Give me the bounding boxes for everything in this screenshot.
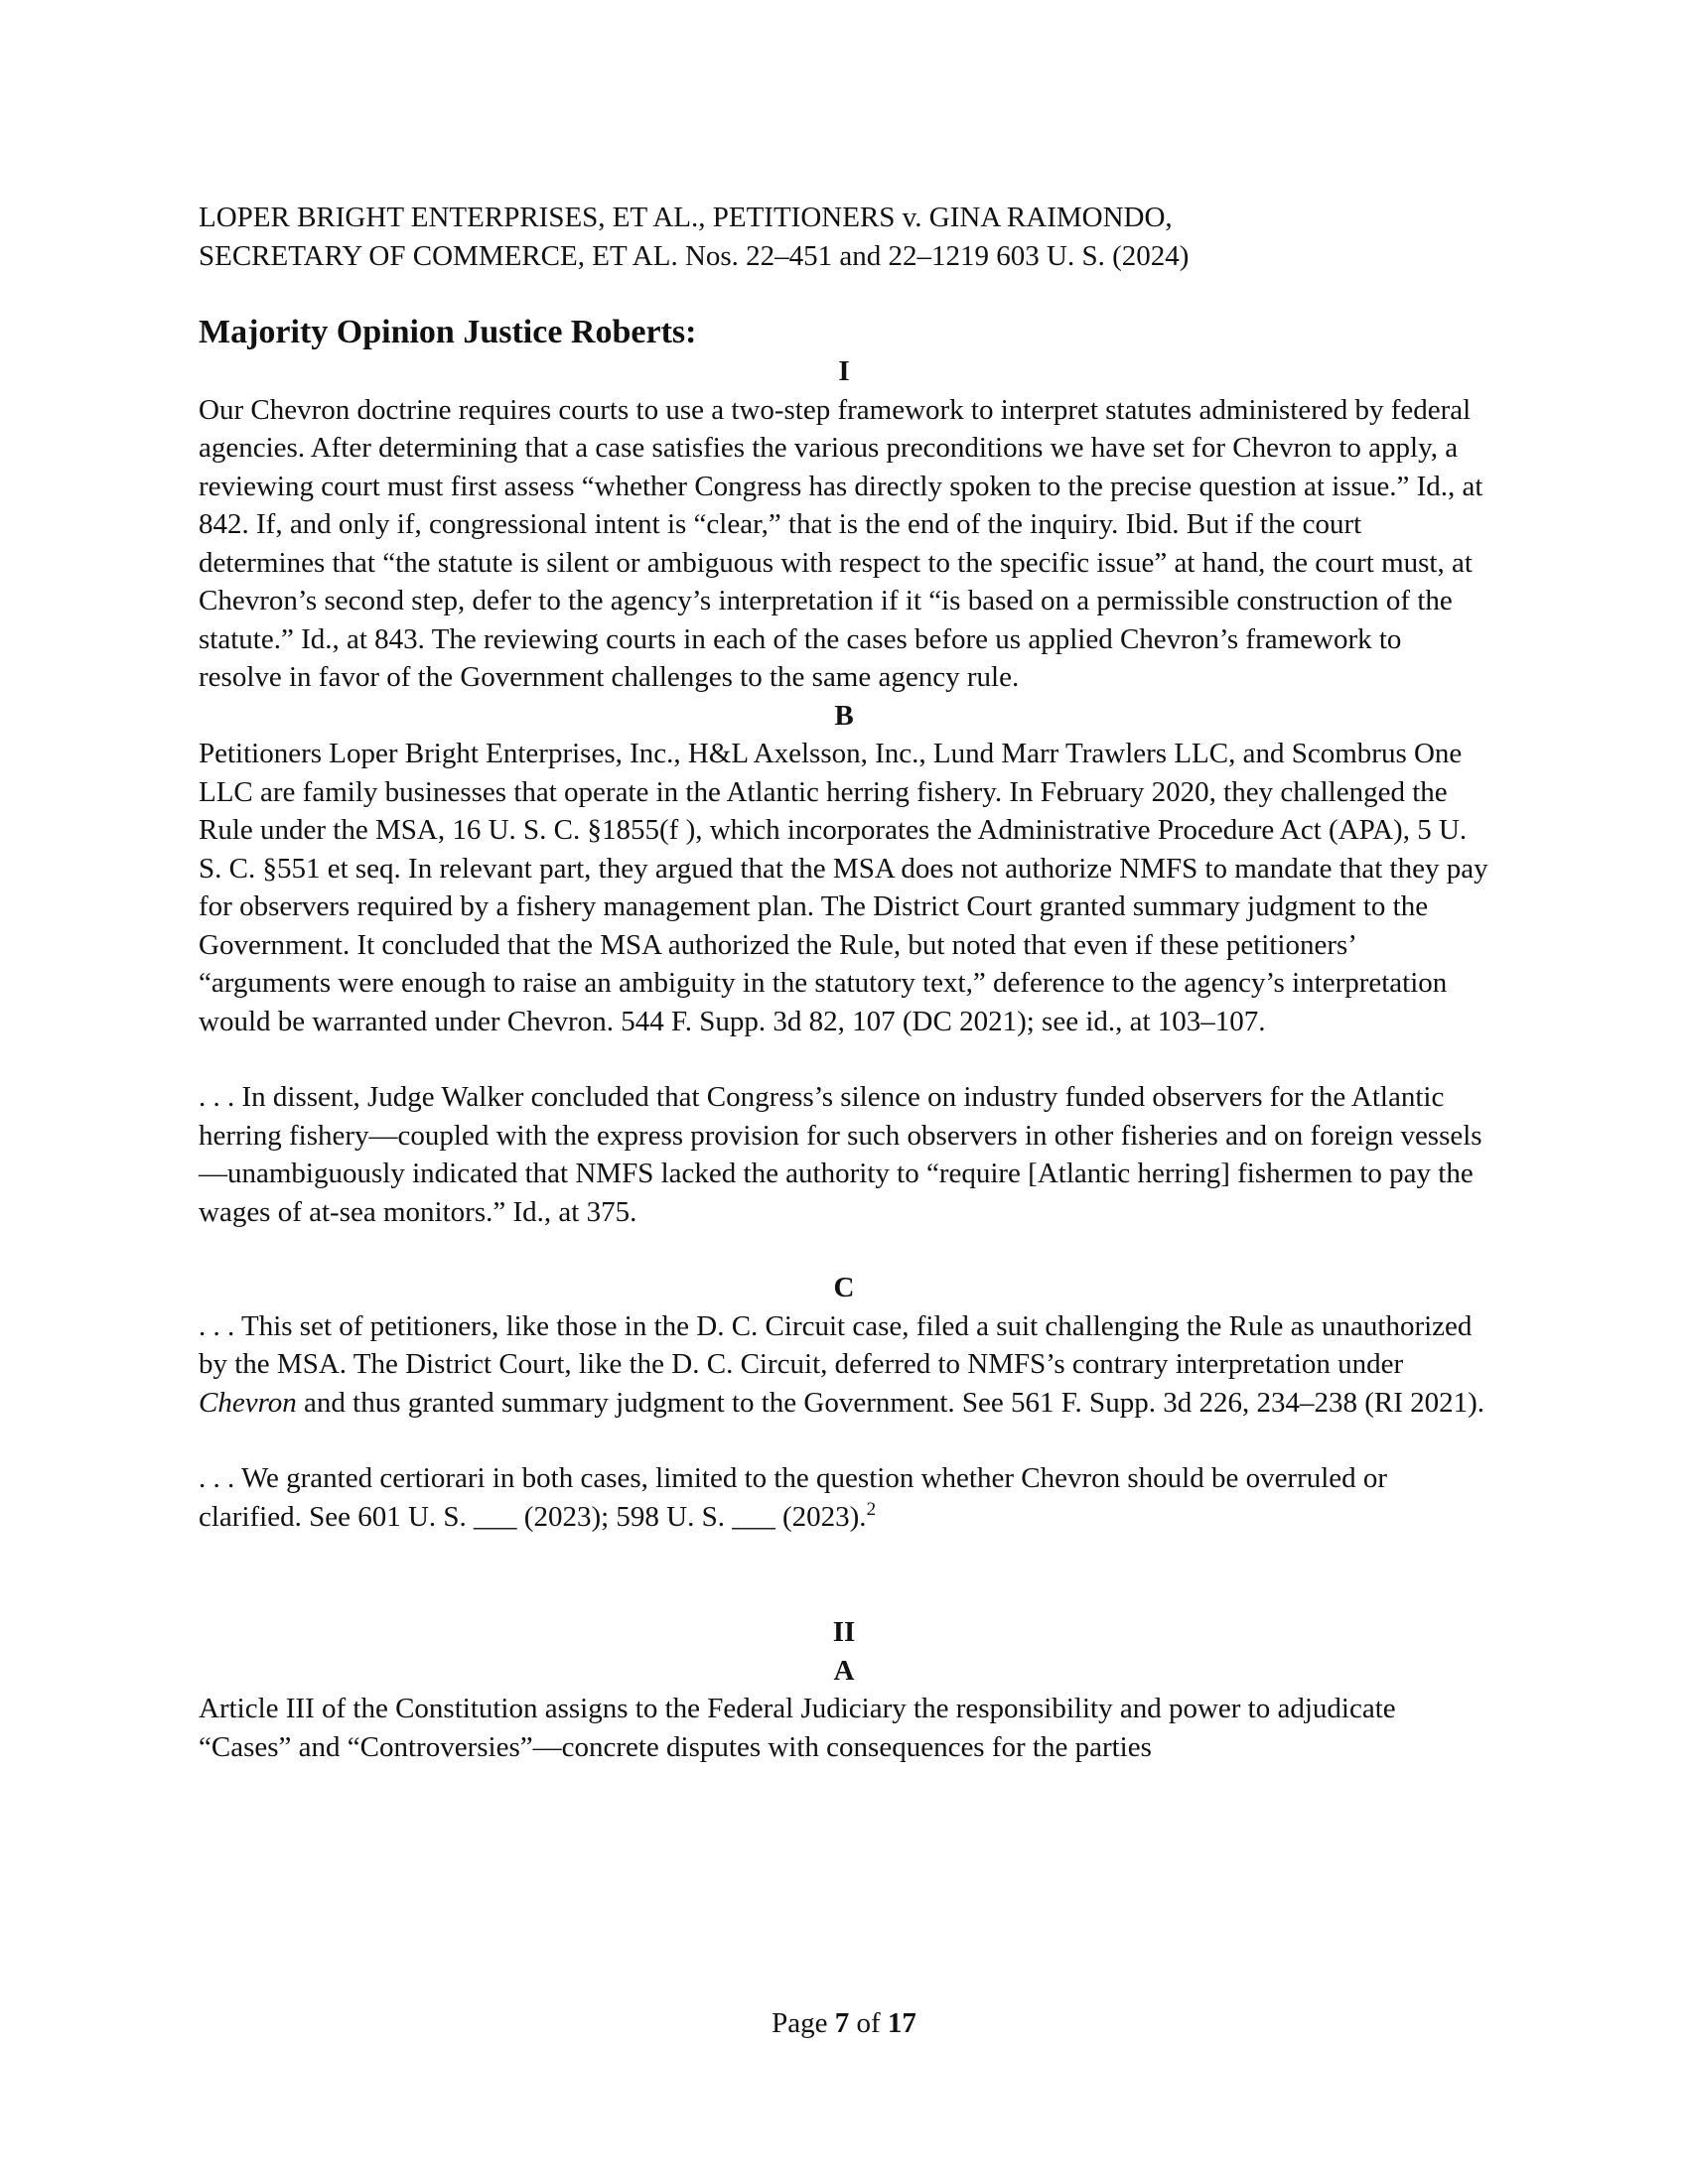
paragraph-certiorari-text: . . . We granted certiorari in both cases, limited to the question whether Chevron should be overruled or clarified. See 601 U. S. ___ (2023); 598 U. S. ___ (2023). xyxy=(199,1462,1388,1533)
case-title-line-1: LOPER BRIGHT ENTERPRISES, ET AL., PETITIONERS v. GINA RAIMONDO, xyxy=(199,202,1173,233)
section-heading-II: II xyxy=(832,1616,856,1648)
page-current: 7 xyxy=(834,2007,850,2039)
page-total: 17 xyxy=(887,2007,916,2039)
paragraph-certiorari xyxy=(199,1459,1489,1536)
paragraph-dissent: . . . In dissent, Judge Walker concluded that Congress’s silence on industry funded observers for the Atlantic herring fishery—coupled with the express provision for such observers in other fisheries and on foreign vessels—unambiguously indicated that NMFS lacked the authority to “require [Atlantic herring] fishermen to pay the wages of at-sea monitors.” Id., at 375. xyxy=(199,1081,1482,1228)
opinion-heading: Majority Opinion Justice Roberts: xyxy=(199,314,697,350)
paragraph-district-court-text-2: and thus granted summary judgment to the Government. See 561 F. Supp. 3d 226, 234–238 (RI 2021). xyxy=(296,1386,1485,1419)
page-label: Page xyxy=(772,2007,835,2039)
paragraph-petitioners: Petitioners Loper Bright Enterprises, Inc., H&L Axelsson, Inc., Lund Marr Trawlers LLC, and Scombrus One LLC are family businesses that operate in the Atlantic herring fishery. In February 2020, they challenged the Rule under the MSA, 16 U. S. C. §1855(f ), which incorporates the Administrative Procedure Act (APA), 5 U. S. C. §551 et seq. In relevant part, they argued that the MSA does not authorize NMFS to mandate that they pay for observers required by a fishery management plan. The District Court granted summary judgment to the Government. It concluded that the MSA authorized the Rule, but noted that even if these petitioners’ “arguments were enough to raise an ambiguity in the statutory text,” deference to the agency’s interpretation would be warranted under Chevron. 544 F. Supp. 3d 82, 107 (DC 2021); see id., at 103–107. xyxy=(199,738,1488,1037)
section-heading-A: A xyxy=(833,1654,855,1687)
paragraph-chevron-doctrine: Our Chevron doctrine requires courts to use a two-step framework to interpret statutes administered by federal agencies. After determining that a case satisfies the various preconditions we have set for Chevron to apply, a reviewing court must first assess “whether Congress has directly spoken to the precise question at issue.” Id., at 842. If, and only if, congressional intent is “clear,” that is the end of the inquiry. Ibid. But if the court determines that “the statute is silent or ambiguous with respect to the specific issue” at hand, the court must, at Chevron’s second step, defer to the agency’s interpretation if it “is based on a permissible construction of the statute.” Id., at 843. The reviewing courts in each of the cases before us applied Chevron’s framework to resolve in favor of the Government challenges to the same agency rule. xyxy=(199,393,1483,693)
section-heading-C: C xyxy=(833,1272,855,1303)
case-title xyxy=(199,199,1489,276)
page-footer xyxy=(0,2007,1688,2040)
case-title-line-2: SECRETARY OF COMMERCE, ET AL. Nos. 22–451 and 22–1219 603 U. S. (2024) xyxy=(199,240,1190,272)
footnote-marker[interactable]: 2 xyxy=(866,1498,877,1520)
page-of: of xyxy=(849,2007,888,2039)
section-heading-B: B xyxy=(834,699,854,732)
paragraph-district-court xyxy=(199,1307,1489,1423)
chevron-italic: Chevron xyxy=(199,1386,297,1419)
section-heading-I: I xyxy=(838,355,850,387)
paragraph-district-court-text-1: . . . This set of petitioners, like those in the D. C. Circuit case, filed a suit challenging the Rule as unauthorized by the MSA. The District Court, like the D. C. Circuit, deferred to NMFS’s contrary interpretation under xyxy=(199,1309,1473,1380)
document-page xyxy=(199,199,1489,1766)
paragraph-article-iii: Article III of the Constitution assigns to the Federal Judiciary the responsibility and power to adjudicate “Cases” and “Controversies”—concrete disputes with consequences for the parties xyxy=(199,1693,1396,1763)
